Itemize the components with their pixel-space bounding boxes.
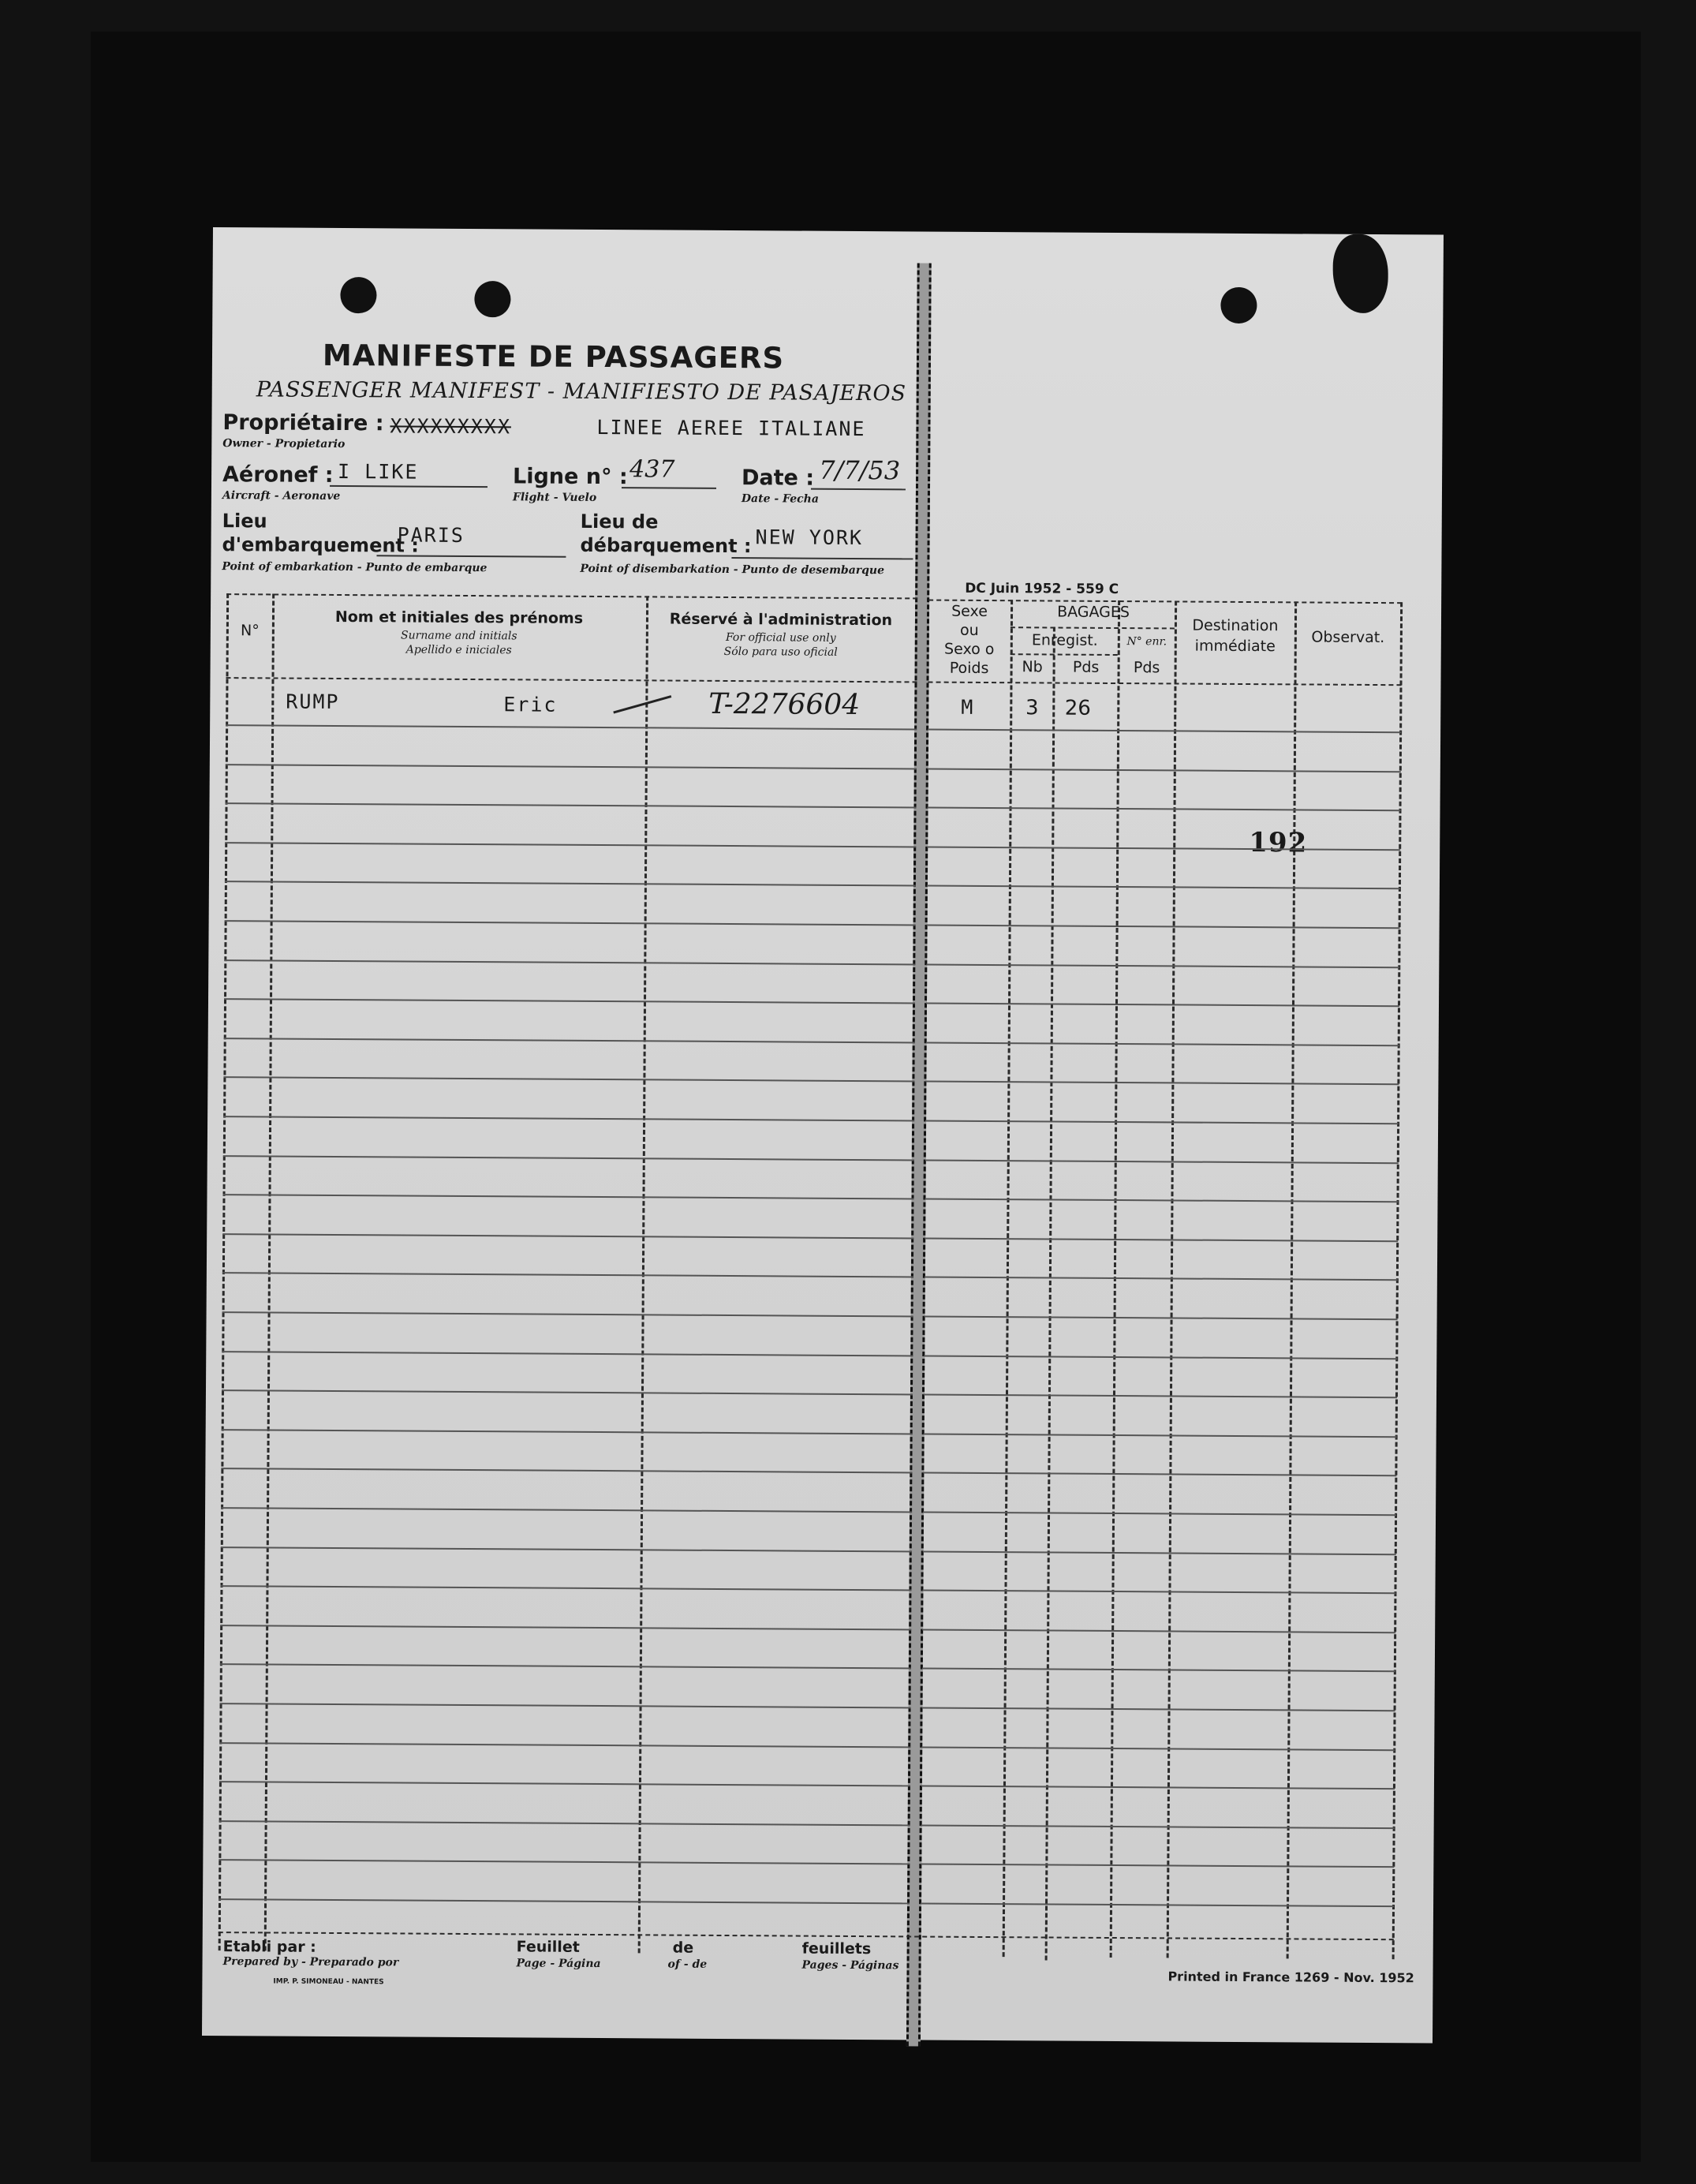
table-row-line <box>924 1394 1397 1399</box>
owner-label: Propriétaire : <box>222 410 384 436</box>
table-row-line <box>922 1668 1395 1673</box>
passenger-admin-number: T-2276604 <box>708 687 861 722</box>
sheets-label: feuillets <box>801 1939 872 1958</box>
form-subtitle: PASSENGER MANIFEST - MANIFIESTO DE PASAJEROS <box>256 377 907 406</box>
table-row-line <box>925 1159 1399 1164</box>
table-row-line <box>222 1351 913 1356</box>
table-row-line <box>923 1550 1396 1555</box>
table-row-line <box>221 1468 912 1473</box>
table-row-line <box>219 1742 910 1748</box>
table-row-line <box>226 724 917 730</box>
table-row-line <box>925 1081 1399 1086</box>
embark-sublabel: Point of embarkation - Punto de embarque <box>222 560 488 575</box>
embark-underline <box>376 555 566 557</box>
table-row-line <box>222 1272 913 1277</box>
table-row-line <box>925 1316 1398 1321</box>
aircraft-underline <box>330 485 488 488</box>
table-row-line <box>922 1707 1395 1712</box>
manifest-sheet <box>202 227 1444 2043</box>
aircraft-sublabel: Aircraft - Aeronave <box>222 489 341 503</box>
table-row-line <box>928 729 1401 734</box>
disembark-label-2: débarquement : <box>580 533 752 558</box>
col-header-admin: Réservé à l'administration <box>669 610 893 630</box>
passenger-bag-count: 3 <box>1025 696 1039 720</box>
passenger-sex: M <box>961 695 975 719</box>
table-row-line <box>922 1590 1395 1595</box>
table-row-line <box>222 1429 913 1434</box>
table-row-line <box>219 1781 910 1786</box>
table-row-line <box>226 764 917 769</box>
flight-underline <box>622 487 716 489</box>
passenger-bag-weight: 26 <box>1064 696 1091 720</box>
col-header-name-sub-2: Apellido e iniciales <box>405 643 512 657</box>
table-row-line <box>924 1433 1397 1438</box>
col-header-sex-3: Sexo o <box>943 640 995 659</box>
table-row-line <box>224 1038 915 1043</box>
date-sublabel: Date - Fecha <box>741 492 819 506</box>
col-header-extra-pds: Pds <box>1133 659 1160 677</box>
table-row-line <box>921 1824 1395 1829</box>
flight-value: 437 <box>629 455 675 484</box>
col-header-baggage: BAGAGES <box>1057 603 1130 622</box>
col-header-destination-2: immédiate <box>1194 637 1276 656</box>
table-header-bottom-right <box>928 682 1401 686</box>
table-row-line <box>928 768 1401 772</box>
table-row-line <box>921 1746 1395 1751</box>
table-row-line <box>926 963 1399 968</box>
table-row-line <box>222 1233 913 1239</box>
table-row-line <box>925 1120 1399 1125</box>
owner-value: LINEE AEREE ITALIANE <box>596 415 866 441</box>
table-row-line <box>225 881 916 886</box>
table-row-line <box>220 1703 911 1708</box>
col-header-extra: N° enr. <box>1126 635 1167 649</box>
col-header-observations: Observat. <box>1311 628 1385 647</box>
registered-header-line <box>1011 653 1118 656</box>
col-header-admin-sub-2: Sólo para uso oficial <box>723 645 838 659</box>
form-title: MANIFESTE DE PASSAGERS <box>322 338 785 376</box>
col-header-destination-1: Destination <box>1192 616 1279 635</box>
embark-value: PARIS <box>397 523 465 547</box>
table-row-line <box>926 1003 1399 1008</box>
table-top-border-left <box>226 593 917 599</box>
col-header-name: Nom et initiales des prénoms <box>334 608 584 627</box>
table-row-line <box>927 846 1400 851</box>
table-row-line <box>924 1355 1397 1359</box>
table-row-line <box>220 1663 911 1669</box>
col-header-sex-2: ou <box>959 621 979 639</box>
col-header-pds: Pds <box>1072 658 1100 676</box>
table-row-line <box>925 1277 1398 1281</box>
table-row-line <box>224 998 915 1004</box>
date-label: Date : <box>741 466 815 491</box>
flight-label: Ligne n° : <box>512 464 628 490</box>
punch-hole-2 <box>474 281 510 317</box>
table-row-line <box>928 807 1401 812</box>
aircraft-label: Aéronef : <box>222 462 334 488</box>
col-border-nb <box>1045 627 1055 1961</box>
table-row-line <box>921 1786 1395 1790</box>
sheets-sublabel: Pages - Páginas <box>801 1958 899 1973</box>
printed-in: Printed in France 1269 - Nov. 1952 <box>1167 1969 1414 1986</box>
passenger-surname: RUMP <box>286 690 340 713</box>
col-header-admin-sub-1: For official use only <box>725 630 836 645</box>
footer-top-border <box>219 1932 1394 1940</box>
table-row-line <box>921 1903 1394 1908</box>
table-row-line <box>921 1864 1394 1868</box>
table-row-line <box>222 1389 913 1395</box>
col-header-nb: Nb <box>1022 658 1043 676</box>
disembark-value: NEW YORK <box>755 525 864 550</box>
punch-hole-3 <box>1220 287 1257 323</box>
table-row-line <box>226 802 917 808</box>
disembark-label-1: Lieu de <box>580 510 659 533</box>
sheet-sublabel: Page - Página <box>516 1957 601 1971</box>
table-row-line <box>926 1042 1399 1046</box>
form-code: DC Juin 1952 - 559 C <box>965 580 1119 598</box>
table-row-line <box>223 1116 914 1121</box>
of-label: de <box>672 1939 694 1957</box>
table-row-line <box>223 1076 914 1082</box>
table-row-line <box>223 1194 914 1199</box>
table-row-line <box>927 885 1400 890</box>
table-row-line <box>220 1585 911 1591</box>
table-row-line <box>222 1311 913 1317</box>
col-header-registered: Enregist. <box>1031 631 1098 649</box>
printer-imprint: IMP. P. SIMONEAU - NANTES <box>273 1977 384 1987</box>
owner-struck-text: XXXXXXXXX <box>390 414 512 439</box>
table-row-line <box>219 1898 910 1904</box>
table-row-line <box>221 1546 912 1552</box>
table-row-line <box>925 1237 1398 1242</box>
table-row-line <box>922 1629 1395 1633</box>
table-row-line <box>225 920 916 926</box>
handwritten-dash-mark <box>613 695 671 713</box>
date-value: 7/7/53 <box>819 454 901 486</box>
col-header-sex-4: Poids <box>949 659 989 678</box>
torn-corner-hole <box>1332 234 1388 313</box>
table-row-line <box>219 1820 910 1826</box>
table-row-line <box>923 1472 1396 1477</box>
of-sublabel: of - de <box>667 1958 708 1971</box>
table-row-line <box>223 1155 914 1161</box>
col-header-no: N° <box>240 622 260 640</box>
date-underline <box>811 488 906 491</box>
prepared-by-label: Etabli par : <box>222 1938 316 1956</box>
table-row-line <box>220 1625 911 1630</box>
table-row-line <box>224 959 915 965</box>
embark-label-1: Lieu <box>222 510 267 533</box>
baggage-header-line <box>1011 626 1175 629</box>
table-row-line <box>225 842 916 847</box>
table-row-line <box>923 1512 1396 1516</box>
punch-hole-1 <box>340 277 376 313</box>
prepared-by-sublabel: Prepared by - Preparado por <box>222 1955 399 1969</box>
disembark-sublabel: Point of disembarkation - Punto de desembarque <box>580 562 885 578</box>
sheet-label: Feuillet <box>516 1938 580 1956</box>
table-row-line <box>219 1859 910 1864</box>
table-row-line <box>221 1507 912 1513</box>
center-fold-divider <box>906 263 932 2046</box>
stamp-number: 192 <box>1249 827 1308 859</box>
passenger-first-name: Eric <box>503 693 558 716</box>
embark-label-2: d'embarquement : <box>222 533 419 557</box>
disembark-underline <box>731 557 913 559</box>
table-row-line <box>927 925 1400 929</box>
col-header-name-sub-1: Surname and initials <box>401 629 517 643</box>
flight-sublabel: Flight - Vuelo <box>512 491 597 504</box>
owner-sublabel: Owner - Propietario <box>222 437 346 451</box>
table-header-bottom-left <box>226 677 917 682</box>
col-header-sex-1: Sexe <box>951 602 988 621</box>
aircraft-value: I LIKE <box>338 459 419 484</box>
table-row-line <box>925 1199 1398 1203</box>
